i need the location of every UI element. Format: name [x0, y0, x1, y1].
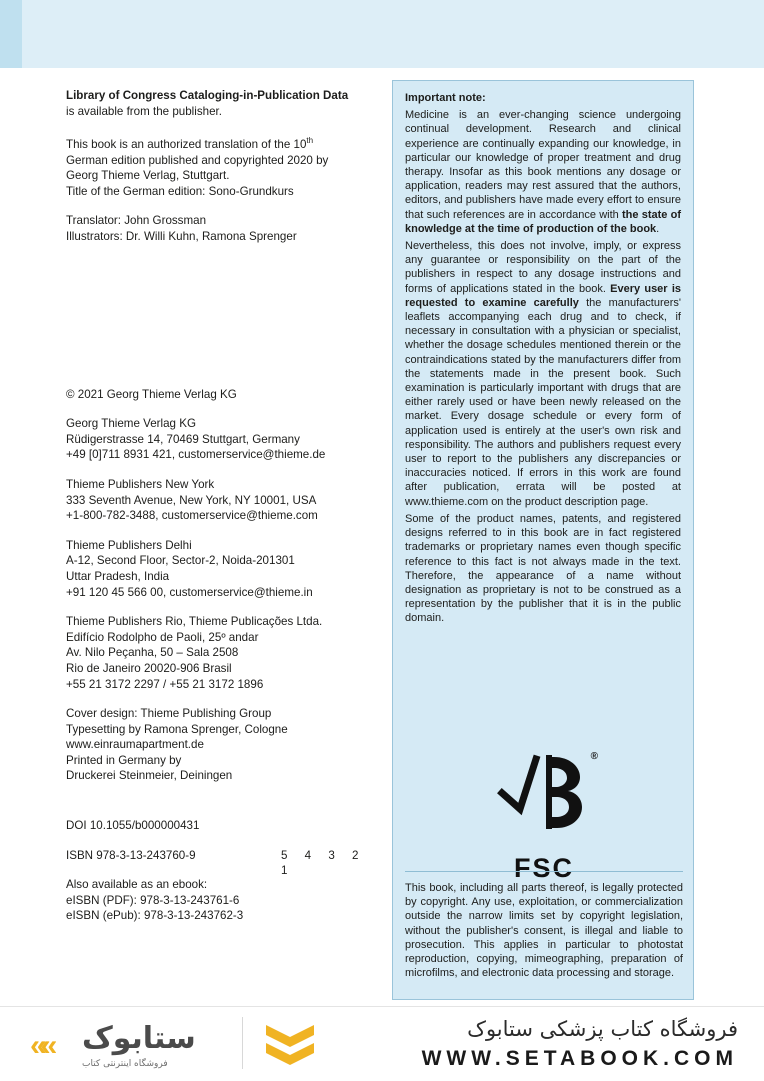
- production-line-3: Printed in Germany by: [66, 753, 182, 767]
- office-line-1-0: 333 Seventh Avenue, New York, NY 10001, USA: [66, 493, 317, 507]
- office-new-york: [66, 477, 366, 524]
- note-p1-end: .: [656, 222, 660, 235]
- footer-logo-mark: [262, 1023, 318, 1067]
- credits-block: [66, 213, 366, 244]
- ebook-pdf-isbn: eISBN (PDF): 978-3-13-243761-6: [66, 893, 240, 907]
- copyright-line-block: [66, 387, 366, 403]
- office-line-3-2: Rio de Janeiro 20020-906 Brasil: [66, 661, 232, 675]
- production-line-4: Druckerei Steinmeier, Deiningen: [66, 769, 233, 783]
- translation-line-2: German edition published and copyrighted 2020 by: [66, 153, 329, 167]
- fsc-logo: [393, 749, 695, 884]
- office-line-2-1: Uttar Pradesh, India: [66, 569, 170, 583]
- isbn-block: [66, 848, 366, 878]
- fsc-checkmark-tree-icon: [496, 749, 592, 835]
- translation-block: [66, 133, 366, 199]
- note-paragraph-1: [405, 108, 681, 236]
- page-content: [0, 68, 764, 1006]
- ebook-epub-isbn: eISBN (ePub): 978-3-13-243762-3: [66, 909, 244, 923]
- fsc-label: FSC: [514, 853, 574, 883]
- top-color-band: [0, 0, 764, 68]
- illustrators-line: Illustrators: Dr. Willi Kuhn, Ramona Sprenger: [66, 230, 297, 244]
- note-p2-bold: Every user is requested to examine carefully: [405, 282, 681, 309]
- important-note-box: [392, 80, 694, 1000]
- translation-line-3: Georg Thieme Verlag, Stuttgart.: [66, 169, 230, 183]
- note-p1-text: Medicine is an ever-changing science undergoing continual development. Research and clinical experience are continually expanding our knowledge, in particular our knowledge of proper treatment and drug therapy. Insofar as this book mentions any dosage or application, readers may rest assured that the authors, editors, and publishers have made every effort to ensure that such references are in accordance with: [405, 109, 681, 221]
- footer-text-block: [338, 1015, 738, 1071]
- loc-heading: Library of Congress Cataloging-in-Publication Data: [66, 89, 349, 102]
- office-name-1: Thieme Publishers New York: [66, 477, 215, 491]
- note-p2-text-a: Nevertheless, this does not involve, imply, or express any guarantee or responsibility on the part of the publishers in respect to any dosage instructions and forms of applications stated in the book.: [405, 240, 681, 295]
- note-paragraph-2: [405, 239, 681, 509]
- vertical-gap-2: [66, 798, 366, 818]
- imprint-column: [66, 88, 366, 924]
- office-line-3-0: Edifício Rodolpho de Paoli, 25º andar: [66, 630, 259, 644]
- brand-name-fa: ستابوک: [82, 1021, 196, 1056]
- office-delhi: [66, 538, 366, 600]
- production-line-0: Cover design: Thieme Publishing Group: [66, 707, 272, 721]
- loc-block: [66, 88, 366, 119]
- copyright-notice: This book, including all parts thereof, is legally protected by copyright. Any use, exploitation, or commercialization outside the narrow limits set by copyright legislation, without the publisher's consent, is illegal and liable to prosecution. This applies in particular to photostat reproduction, copying, mimeographing, preparation of microfilms, and electronic data processing and storage.: [405, 882, 683, 980]
- office-rio: [66, 614, 366, 692]
- ebook-block: [66, 877, 366, 924]
- translation-line-1: This book is an authorized translation of the 10: [66, 138, 307, 152]
- translator-line: Translator: John Grossman: [66, 214, 207, 228]
- fsc-tree-icon: [496, 749, 598, 859]
- office-line-1-1: +1-800-782-3488, customerservice@thieme.com: [66, 509, 318, 523]
- note-paragraph-3: Some of the product names, patents, and registered designs referred to in this book are in fact registered trademarks or proprietary names even though specific reference to this fact is not always made in the text. Therefore, the appearance of a name without designation as proprietary is not to be construed as a representation by the publisher that it is in the public domain.: [405, 512, 681, 625]
- isbn-line: ISBN 978-3-13-243760-9: [66, 848, 196, 862]
- fsc-registered-mark: ®: [590, 751, 598, 762]
- note-p2-text-b: the manufacturers' leaflets accompanying each drug and to check, if necessary in consultation with a physician or specialist, whether the dosage schedules mentioned therein or the contraindications stated by the manufacturers differ from the statements made in the present book. Such examination is particularly important with drugs that are either rarely used or have been newly released on the market. Every dosage schedule or every form of application used is entirely at the user's own risk and responsibility. The authors and publishers request every user to report to the publishers any discrepancies or inaccuracies noticed. If errors in this work are found after publication, errata will be posted at www.thieme.com on the product description page.: [405, 296, 681, 508]
- footer-separator: [242, 1017, 243, 1069]
- double-chevron-icon: ««: [30, 1029, 52, 1062]
- office-line-2-0: A-12, Second Floor, Sector-2, Noida-201301: [66, 554, 295, 568]
- chevron-stack-icon: [262, 1023, 318, 1067]
- office-line-0-1: +49 [0]711 8931 421, customerservice@thieme.de: [66, 448, 326, 462]
- office-line-3-3: +55 21 3172 2297 / +55 21 3172 1896: [66, 677, 264, 691]
- note-divider: [405, 871, 683, 872]
- important-note-text: [405, 91, 681, 626]
- office-line-3-1: Av. Nilo Peçanha, 50 – Sala 2508: [66, 646, 239, 660]
- footer-brand-block: [30, 1019, 240, 1069]
- brand-subtitle-fa: فروشگاه اینترنتی کتاب: [82, 1059, 168, 1069]
- important-note-title: Important note:: [405, 92, 486, 104]
- office-stuttgart: [66, 416, 366, 463]
- office-name-2: Thieme Publishers Delhi: [66, 538, 192, 552]
- ebook-heading: Also available as an ebook:: [66, 878, 208, 892]
- translation-line-4: Title of the German edition: Sono-Grundkurs: [66, 184, 294, 198]
- doi-block: [66, 818, 366, 834]
- watermark-footer: [0, 1006, 764, 1081]
- copyright-line: © 2021 Georg Thieme Verlag KG: [66, 387, 237, 401]
- production-line-2: www.einraumapartment.de: [66, 738, 204, 752]
- office-line-2-2: +91 120 45 566 00, customerservice@thieme.in: [66, 585, 313, 599]
- footer-tagline-fa: فروشگاه کتاب پزشکی ستابوک: [467, 1017, 738, 1041]
- production-block: [66, 706, 366, 784]
- note-p1-bold: the state of knowledge at the time of production of the book: [405, 208, 681, 235]
- production-line-1: Typesetting by Ramona Sprenger, Cologne: [66, 722, 288, 736]
- translation-ordinal: th: [306, 136, 314, 146]
- office-line-0-0: Rüdigerstrasse 14, 70469 Stuttgart, Germany: [66, 432, 300, 446]
- print-run-counter: 5 4 3 2 1: [281, 848, 366, 878]
- loc-line: is available from the publisher.: [66, 104, 222, 118]
- footer-url[interactable]: WWW.SETABOOK.COM: [421, 1047, 738, 1070]
- doi-line: DOI 10.1055/b000000431: [66, 819, 200, 833]
- office-name-3: Thieme Publishers Rio, Thieme Publicações Ltda.: [66, 615, 323, 629]
- office-name-0: Georg Thieme Verlag KG: [66, 417, 196, 431]
- vertical-gap: [66, 259, 366, 387]
